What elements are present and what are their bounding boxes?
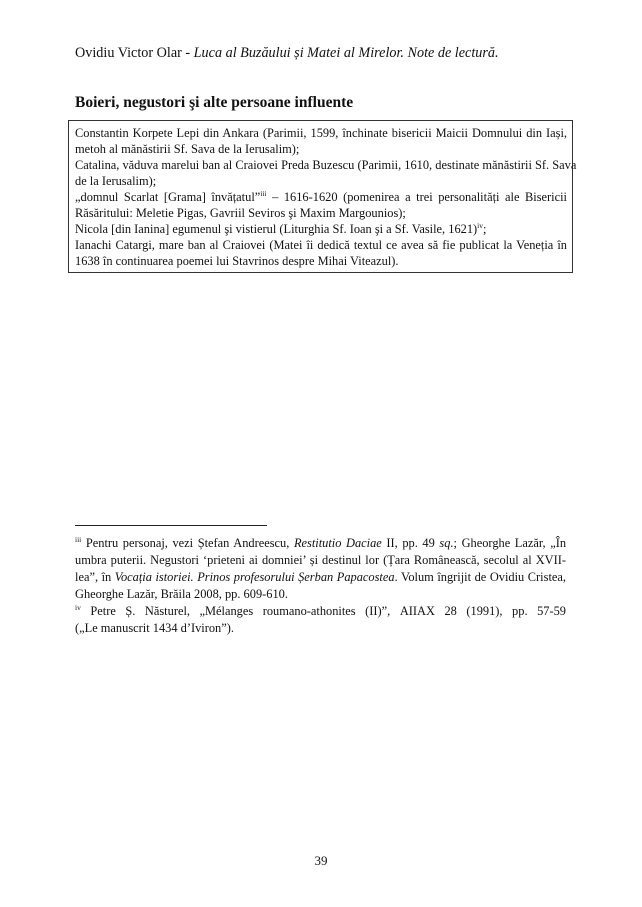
footnote-separator bbox=[75, 525, 267, 526]
footnote-iv-line: („Le manuscrit 1434 d’Iviron”). bbox=[75, 621, 234, 635]
footnote-ref-iii[interactable]: iii bbox=[260, 188, 267, 198]
fn-italic: Restitutio Daciae bbox=[293, 536, 382, 550]
fn-text: Pentru personaj, vezi Ștefan Andreescu, bbox=[81, 536, 294, 550]
fn-text: . Volum îngrijit de Ovidiu Cristea, bbox=[394, 570, 566, 584]
page-number: 39 bbox=[314, 853, 328, 868]
running-header bbox=[75, 44, 575, 62]
box-line bbox=[75, 221, 567, 237]
fn-text: 28 (1991), pp. 57-59 bbox=[434, 604, 566, 618]
fn-journal: AIIAX bbox=[399, 604, 435, 618]
footnote-iii-line: umbra puterii. Negustori ‘prieteni ai domniei’ și destinul lor (Țara Românească, secolul al XVII- bbox=[75, 553, 566, 567]
fn-italic: sq. bbox=[439, 536, 454, 550]
box-line: de la Ierusalim); bbox=[75, 174, 157, 188]
fn-text: ; Gheorghe Lazăr, „În bbox=[453, 536, 567, 550]
footnote-iv-line bbox=[75, 603, 566, 620]
footnote-marker: iii bbox=[75, 534, 82, 544]
fn-text: Petre Ș. Năsturel, „Mélanges roumano-athonites (II)”, bbox=[80, 604, 400, 618]
section-title: Boieri, negustori şi alte persoane influente bbox=[75, 94, 354, 111]
box-line-text: ; bbox=[483, 222, 487, 236]
box-line-text: – 1616-1620 (pomenirea a trei personalități ale Bisericii bbox=[266, 190, 567, 204]
footnote-iii-line bbox=[75, 569, 566, 586]
box-line bbox=[75, 189, 567, 205]
header-author: Ovidiu Victor Olar - bbox=[75, 45, 194, 61]
box-line: 1638 în continuarea poemei lui Stavrinos despre Mihai Viteazul). bbox=[75, 254, 399, 268]
header-title: Luca al Buzăului și Matei al Mirelor. Note de lectură. bbox=[193, 45, 499, 61]
box-line: metoh al mănăstirii Sf. Sava de la Ierusalim); bbox=[75, 142, 300, 156]
footnote-iii-line bbox=[75, 535, 566, 552]
fn-text: II, pp. 49 bbox=[381, 536, 440, 550]
box-line: Răsăritului: Meletie Pigas, Gavriil Seviros şi Maxim Margounios); bbox=[75, 206, 406, 220]
fn-italic: Vocația istoriei. Prinos profesorului Șerban Papacostea bbox=[114, 570, 395, 584]
box-line: Catalina, văduva marelui ban al Craiovei Preda Buzescu (Parimii, 1610, destinate mănăstirii Sf. Sava bbox=[75, 158, 577, 172]
box-line: Ianachi Catargi, mare ban al Craiovei (Matei îi dedică textul ce avea să fie publicat la Veneția în bbox=[75, 238, 567, 252]
footnote-iii-line: Gheorghe Lazăr, Brăila 2008, pp. 609-610. bbox=[75, 587, 288, 601]
fn-text: lea”, în bbox=[75, 570, 115, 584]
footnote-marker: iv bbox=[75, 602, 81, 612]
box-line-text: „domnul Scarlat [Grama] învățatul” bbox=[75, 190, 261, 204]
box-line-text: Nicola [din Ianina] egumenul şi vistierul (Liturghia Sf. Ioan şi a Sf. Vasile, 1621) bbox=[75, 222, 478, 236]
box-line: Constantin Korpete Lepi din Ankara (Parimii, 1599, închinate bisericii Maicii Domnului din Iași, bbox=[75, 126, 567, 140]
footnote-ref-iv[interactable]: iv bbox=[477, 220, 483, 230]
